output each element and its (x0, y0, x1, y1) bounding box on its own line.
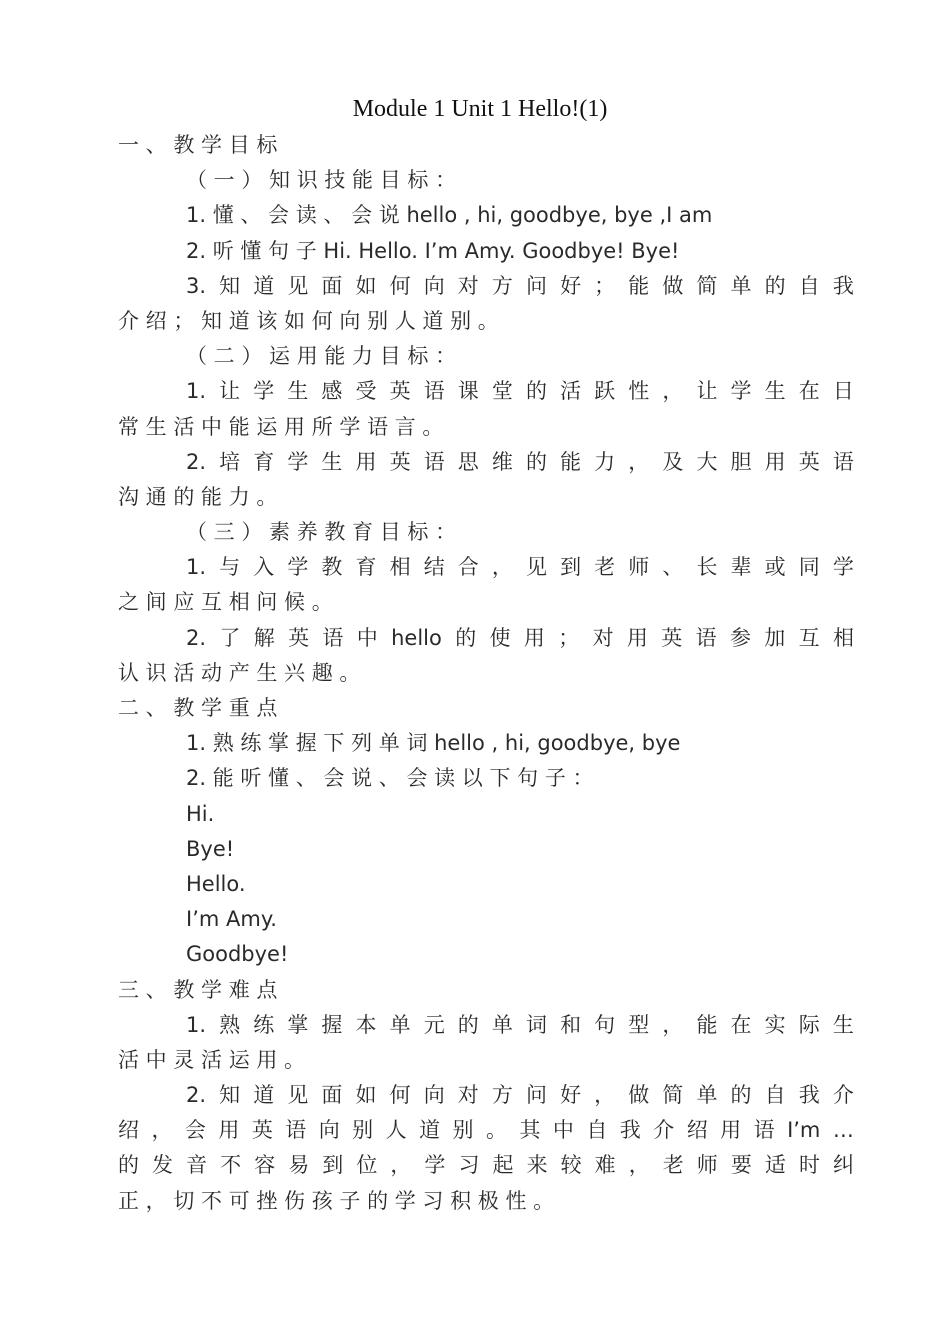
document-line: 活 中 灵 活 运 用 。 (118, 1047, 306, 1072)
document-line: 1. 与 入 学 教 育 相 结 合 ， 见 到 老 师 、 长 辈 或 同 学 (186, 555, 854, 580)
document-line: 绍 ， 会 用 英 语 向 别 人 道 别 。 其 中 自 我 介 绍 用 语 I’m … (118, 1118, 854, 1143)
document-line: Hi. (186, 801, 215, 826)
document-line: 2. 培 育 学 生 用 英 语 思 维 的 能 力 ， 及 大 胆 用 英 语 (186, 449, 854, 474)
document-line: 二 、 教 学 重 点 (118, 696, 278, 720)
document-line: 1. 懂 、 会 读 、 会 说 hello , hi, goodbye, bye ,I am (186, 203, 713, 228)
document-line: Hello. (186, 871, 246, 896)
document-line: 常 生 活 中 能 运 用 所 学 语 言 。 (118, 414, 444, 439)
document-line: 2. 听 懂 句 子 Hi. Hello. I’m Amy. Goodbye! Bye! (186, 238, 680, 263)
document-line: 之 间 应 互 相 问 候 。 (118, 590, 333, 615)
document-body (118, 128, 854, 1219)
document-line: 沟 通 的 能 力 。 (118, 484, 278, 509)
document-line: 介 绍 ； 知 道 该 如 何 向 别 人 道 别 。 (118, 308, 499, 333)
document-line: 2. 知 道 见 面 如 何 向 对 方 问 好 ， 做 简 单 的 自 我 介 (186, 1083, 854, 1108)
document-line: （ 二 ） 运 用 能 力 目 标 ： (186, 344, 457, 369)
document-line: 一 、 教 学 目 标 (118, 133, 278, 157)
document-line: 1. 熟 练 掌 握 本 单 元 的 单 词 和 句 型 ， 能 在 实 际 生 (186, 1012, 854, 1037)
document-line: 2. 了 解 英 语 中 hello 的 使 用 ； 对 用 英 语 参 加 互 相 (186, 625, 854, 650)
document-line: 三 、 教 学 难 点 (118, 977, 278, 1002)
document-line: I’m Amy. (186, 907, 277, 932)
document-line: 认 识 活 动 产 生 兴 趣 。 (118, 660, 361, 685)
document-line: （ 一 ） 知 识 技 能 目 标 ： (186, 168, 457, 193)
document-line: 的 发 音 不 容 易 到 位 ， 学 习 起 来 较 难 ， 老 师 要 适 时 纠 (118, 1153, 854, 1178)
document-line: Bye! (186, 836, 235, 861)
document-line: 1. 让 学 生 感 受 英 语 课 堂 的 活 跃 性 ， 让 学 生 在 日 (186, 379, 854, 404)
document-line: （ 三 ） 素 养 教 育 目 标 ： (186, 520, 457, 545)
document-line: Goodbye! (186, 942, 289, 967)
document-line: 1. 熟 练 掌 握 下 列 单 词 hello , hi, goodbye, bye (186, 731, 681, 756)
document-line: 正 ， 切 不 可 挫 伤 孩 子 的 学 习 积 极 性 。 (118, 1188, 555, 1213)
document-line: 2. 能 听 懂 、 会 说 、 会 读 以 下 句 子 ： (186, 766, 594, 791)
document-line: 3. 知 道 见 面 如 何 向 对 方 问 好 ； 能 做 简 单 的 自 我 (186, 273, 854, 298)
document-title: Module 1 Unit 1 Hello!(1) (352, 96, 608, 122)
